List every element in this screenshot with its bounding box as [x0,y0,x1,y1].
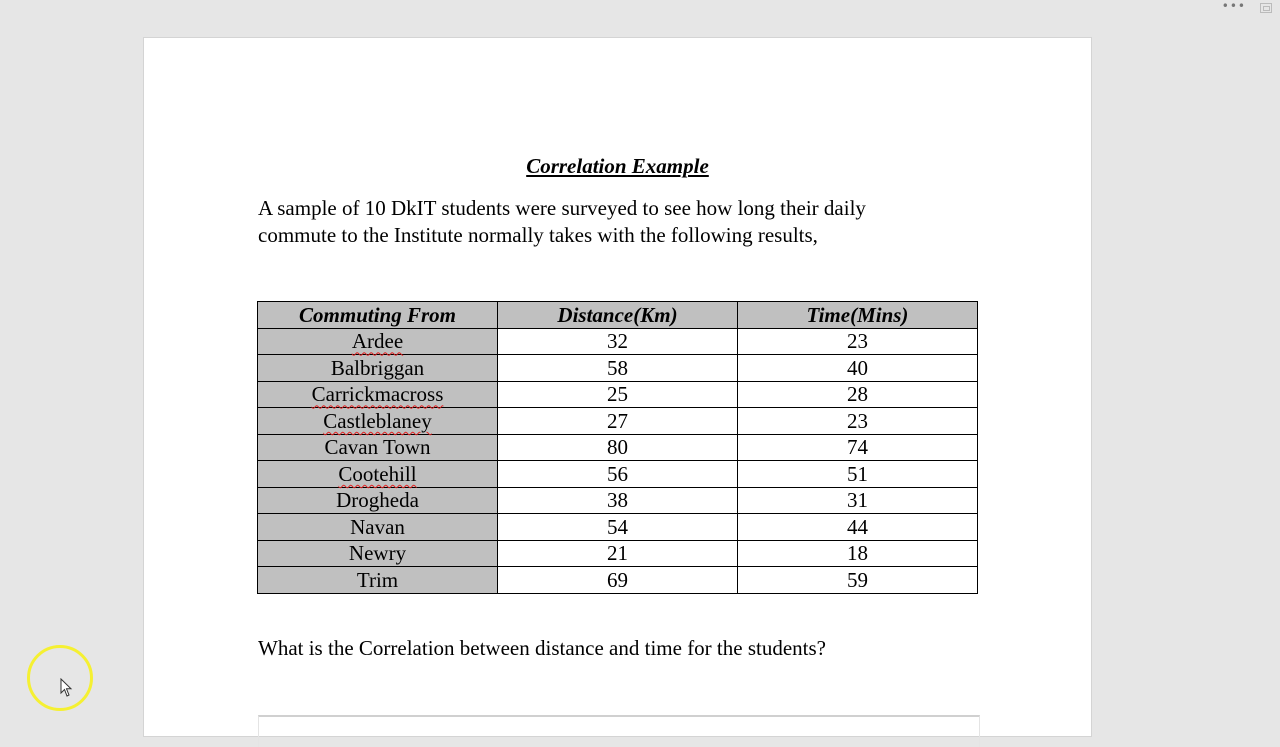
cell-time: 44 [738,514,978,541]
header-time-label: Time(Mins) [806,302,909,327]
table-row [258,514,978,541]
question-text: What is the Correlation between distance and time for the students? [258,636,826,660]
table-row [258,487,978,514]
cell-distance: 21 [498,540,738,567]
cell-from: Drogheda [258,487,498,514]
cell-time: 23 [738,408,978,435]
cell-distance: 58 [498,355,738,382]
cell-from: Newry [258,540,498,567]
cell-distance: 69 [498,567,738,594]
cell-distance: 38 [498,487,738,514]
cell-from [258,461,498,488]
cell-time: 40 [738,355,978,382]
cell-from [258,328,498,355]
town-name: Ardee [351,329,404,354]
document-page[interactable] [143,37,1092,737]
town-name: Castleblaney [323,408,432,433]
header-distance: Distance(Km) [498,302,738,329]
cell-from: Navan [258,514,498,541]
cell-distance: 54 [498,514,738,541]
cell-distance: 25 [498,381,738,408]
cell-from [258,408,498,435]
mouse-pointer-icon [60,678,74,698]
intro-paragraph [258,195,958,249]
table-row [258,434,978,461]
header-commuting-from: Commuting From [258,302,498,329]
window-controls [1222,0,1272,14]
cell-distance: 80 [498,434,738,461]
cell-time: 74 [738,434,978,461]
cell-distance: 27 [498,408,738,435]
cell-time: 18 [738,540,978,567]
restore-window-icon[interactable] [1260,3,1272,13]
cell-time: 31 [738,487,978,514]
table-row [258,381,978,408]
cell-from [258,381,498,408]
intro-line-1: A sample of 10 DkIT students were surveyed to see how long their daily [258,196,866,220]
header-time [738,302,978,329]
cell-time: 59 [738,567,978,594]
cell-from: Cavan Town [258,434,498,461]
more-options-icon[interactable]: ••• [1221,0,1246,13]
cell-distance: 56 [498,461,738,488]
table-row [258,540,978,567]
table-header-row [258,302,978,329]
table-row [258,328,978,355]
commute-table [257,301,978,594]
table-row [258,461,978,488]
table-row [258,355,978,382]
town-name: Cootehill [338,461,417,486]
cell-distance: 32 [498,328,738,355]
table-row [258,567,978,594]
cell-from: Trim [258,567,498,594]
cell-from: Balbriggan [258,355,498,382]
table-row [258,408,978,435]
document-title: Correlation Example [526,154,709,178]
town-name: Carrickmacross [311,382,444,407]
cell-time: 51 [738,461,978,488]
intro-line-2: commute to the Institute normally takes with the following results, [258,223,818,247]
cell-time: 28 [738,381,978,408]
cell-time: 23 [738,328,978,355]
